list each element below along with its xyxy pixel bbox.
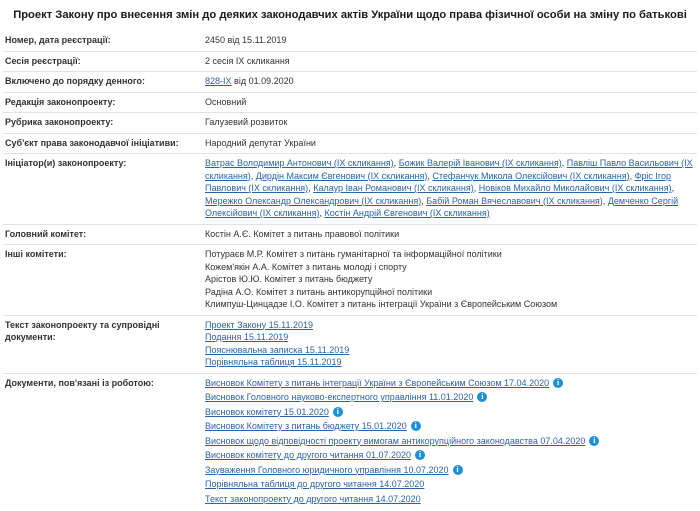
info-icon[interactable]: i	[411, 421, 421, 431]
field-label: Номер, дата реєстрації:	[3, 34, 205, 47]
initiator-link[interactable]: Божик Валерій Іванович (IX скликання)	[399, 158, 562, 168]
initiator-link[interactable]: Фріс Ігор Павлович (IX скликання)	[205, 171, 671, 194]
page-title: Проект Закону про внесення змін до деяких законодавчих актів України щодо права фізичної особи на зміну по батькові	[0, 9, 700, 21]
field-label: Текст законопроекту та супровідні документи:	[3, 319, 205, 369]
committee-item: Радіна А.О. Комітет з питань антикорупційної політики	[205, 286, 693, 299]
info-icon[interactable]: i	[477, 392, 487, 402]
initiator-link[interactable]: Калаур Іван Романович (IX скликання)	[313, 183, 474, 193]
texts-list	[205, 319, 697, 369]
document-link[interactable]: Висновок Головного науково-експертного управління 11.01.2020	[205, 392, 473, 402]
document-link[interactable]: Порівняльна таблиця 15.11.2019	[205, 356, 693, 369]
info-icon[interactable]: i	[333, 407, 343, 417]
document-link[interactable]: Пояснювальна записка 15.11.2019	[205, 344, 693, 357]
row-registration	[3, 31, 697, 51]
info-icon[interactable]: i	[553, 378, 563, 388]
committee-item: Кожем'якін А.А. Комітет з питань молоді і спорту	[205, 261, 693, 274]
initiator-link[interactable]: Новіков Михайло Миколайович (IX скликання)	[479, 183, 672, 193]
document-link[interactable]: Висновок комітету до другого читання 01.07.2020	[205, 450, 411, 460]
document-link[interactable]: Зауваження Головного юридичного управління 10.07.2020	[205, 465, 449, 475]
initiator-link[interactable]: Костін Андрій Євгенович (IX скликання)	[325, 208, 490, 218]
initiator-link[interactable]: Мережко Олександр Олександрович (IX скликання)	[205, 196, 421, 206]
field-label: Включено до порядку денного:	[3, 75, 205, 88]
document-item	[205, 449, 693, 462]
document-item	[205, 406, 693, 419]
agenda-date: від 01.09.2020	[234, 76, 294, 86]
initiators-list: Ватрас Володимир Антонович (IX скликання), Божик Валерій Іванович (IX скликання), Павліш Павло Васильович (IX скликання), Дирдін Максим Євгенович (IX скликання), Стефанчук Микола Олексійович (IX скликання), Фріс Ігор Павлович (IX скликання), Калаур Іван Романович (IX скликання), Новіков Михайло Миколайович (IX скликання), Мережко Олександр Олександрович (IX скликання), Бабій Роман Вячеславович (IX скликання), Демченко Сергій Олексійович (IX скликання), Костін Андрій Євгенович (IX скликання)	[205, 157, 697, 220]
info-icon[interactable]: i	[453, 465, 463, 475]
document-link[interactable]: Висновок Комітету з питань інтеграції України з Європейським Союзом 17.04.2020	[205, 378, 549, 388]
initiator-link[interactable]: Стефанчук Микола Олексійович (IX скликання)	[432, 171, 629, 181]
document-link[interactable]: Висновок щодо відповідності проекту вимогам антикорупційного законодавства 07.04.2020	[205, 436, 585, 446]
row-subject	[3, 133, 697, 154]
committee-item: Арістов Ю.Ю. Комітет з питань бюджету	[205, 273, 693, 286]
row-other-committees	[3, 244, 697, 315]
row-agenda	[3, 71, 697, 92]
row-main-committee	[3, 224, 697, 245]
field-label: Інші комітети:	[3, 248, 205, 311]
other-committees-list	[205, 248, 697, 311]
field-label: Суб'єкт права законодавчої ініціативи:	[3, 137, 205, 150]
row-rubric	[3, 112, 697, 133]
agenda-value	[205, 75, 697, 88]
document-link[interactable]: Порівняльна таблиця до другого читання 14.07.2020	[205, 479, 424, 489]
document-link[interactable]: Подання 15.11.2019	[205, 331, 693, 344]
field-label: Редакція законопроекту:	[3, 96, 205, 109]
main-committee-value: Костін А.Є. Комітет з питань правової політики	[205, 228, 697, 241]
field-label: Рубрика законопроекту:	[3, 116, 205, 129]
row-edition	[3, 92, 697, 113]
bill-details	[3, 31, 697, 511]
document-link[interactable]: Текст законопроекту до другого читання 14.07.2020	[205, 494, 421, 504]
document-item	[205, 493, 693, 506]
document-item	[205, 464, 693, 477]
initiator-link[interactable]: Демченко Сергій Олексійович (IX скликання)	[205, 196, 678, 219]
documents-list	[205, 377, 697, 508]
row-texts	[3, 315, 697, 373]
field-label: Документи, пов'язані із роботою:	[3, 377, 205, 508]
row-documents	[3, 373, 697, 511]
agenda-link[interactable]: 828-IX	[205, 76, 232, 86]
field-label: Сесія реєстрації:	[3, 55, 205, 68]
rubric-value: Галузевий розвиток	[205, 116, 697, 129]
committee-item: Климпуш-Цинцадзе І.О. Комітет з питань інтеграції України з Європейським Союзом	[205, 298, 693, 311]
document-link[interactable]: Висновок Комітету з питань бюджету 15.01.2020	[205, 421, 407, 431]
document-item	[205, 435, 693, 448]
document-link[interactable]: Проект Закону 15.11.2019	[205, 319, 693, 332]
row-session	[3, 51, 697, 72]
row-initiators	[3, 153, 697, 224]
document-item	[205, 420, 693, 433]
registration-value: 2450 від 15.11.2019	[205, 34, 697, 47]
field-label: Ініціатор(и) законопроекту:	[3, 157, 205, 220]
document-link[interactable]: Висновок комітету 15.01.2020	[205, 407, 329, 417]
initiator-link[interactable]: Дирдін Максим Євгенович (IX скликання)	[256, 171, 428, 181]
info-icon[interactable]: i	[415, 450, 425, 460]
info-icon[interactable]: i	[589, 436, 599, 446]
subject-value: Народний депутат України	[205, 137, 697, 150]
document-item	[205, 391, 693, 404]
document-item	[205, 377, 693, 390]
committee-item: Потураєв М.Р. Комітет з питань гуманітарної та інформаційної політики	[205, 248, 693, 261]
session-value: 2 сесія IX скликання	[205, 55, 697, 68]
initiator-link[interactable]: Бабій Роман Вячеславович (IX скликання)	[426, 196, 603, 206]
field-label: Головний комітет:	[3, 228, 205, 241]
initiator-link[interactable]: Ватрас Володимир Антонович (IX скликання)	[205, 158, 394, 168]
document-item	[205, 478, 693, 491]
initiator-link[interactable]: Павліш Павло Васильович (IX скликання)	[205, 158, 693, 181]
edition-value: Основний	[205, 96, 697, 109]
